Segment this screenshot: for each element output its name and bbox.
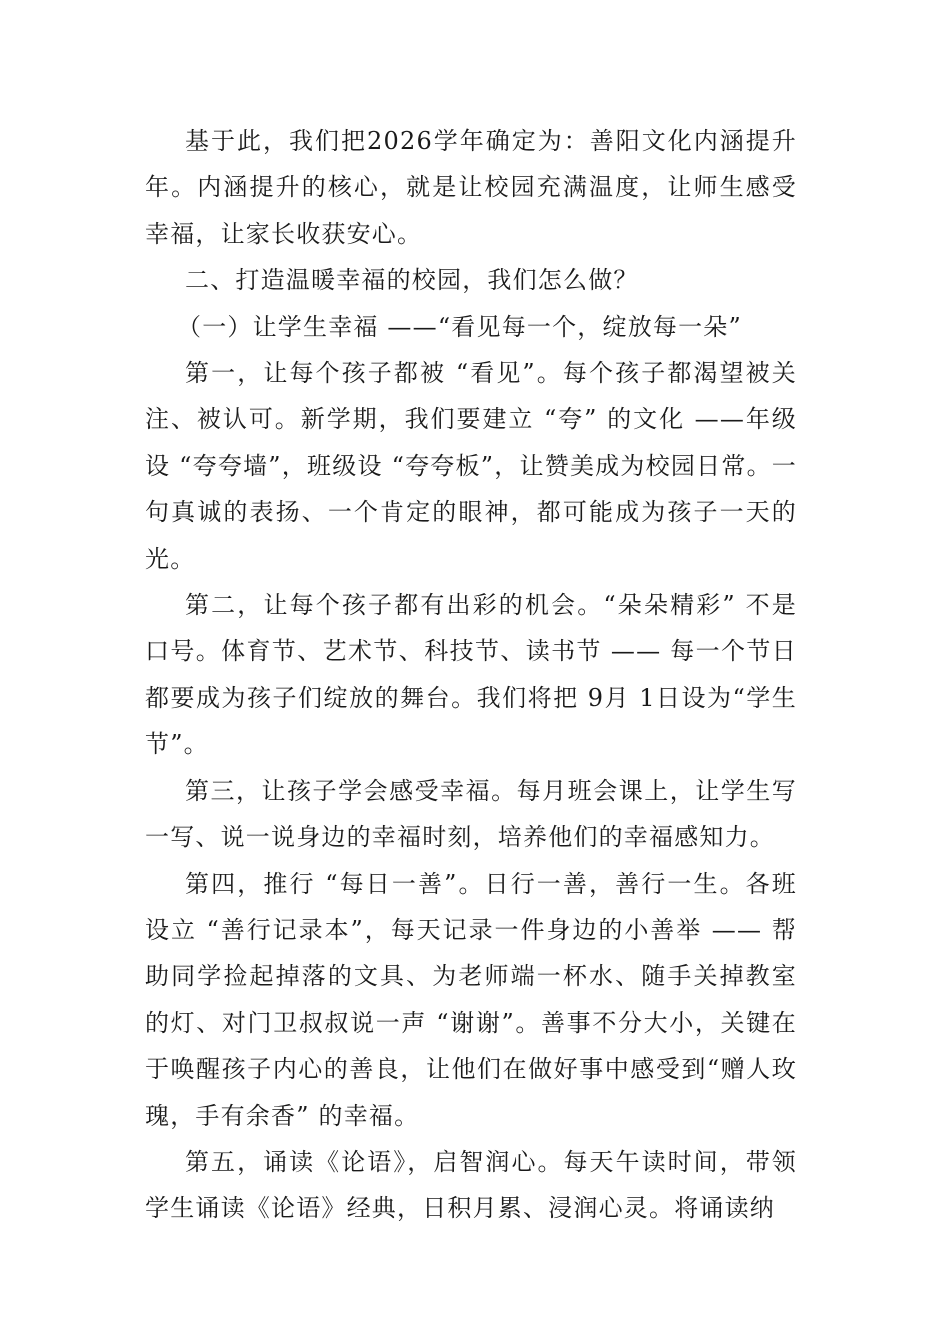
paragraph-first: 第一，让每个孩子都被 “看见”。每个孩子都渴望被关注、被认可。新学期，我们要建立 “夸” 的文化 ——年级设 “夸夸墙”，班级设 “夸夸板”，让赞美成为校园日常。一句真诚的表扬、一个肯定的眼神，都可能成为孩子一天的光。 [145,359,797,573]
paragraph-third: 第三，让孩子学会感受幸福。每月班会课上，让学生写一写、说一说身边的幸福时刻，培养他们的幸福感知力。 [145,776,797,852]
section-heading: 二、打造温暖幸福的校园，我们怎么做？ [185,266,639,295]
paragraph-intro: 基于此，我们把2026学年确定为：善阳文化内涵提升年。内涵提升的核心，就是让校园充满温度，让师生感受幸福，让家长收获安心。 [145,127,797,248]
subsection-heading: （一）让学生幸福 ——“看见每一个，绽放每一朵” [177,312,742,341]
paragraph-second: 第二，让每个孩子都有出彩的机会。“朵朵精彩” 不是口号。体育节、艺术节、科技节、读书节 —— 每一个节日都要成为孩子们绽放的舞台。我们将把 9月 1日设为“学生节”。 [145,591,797,759]
paragraph-fourth: 第四，推行 “每日一善”。日行一善，善行一生。各班设立 “善行记录本”，每天记录一件身边的小善举 —— 帮助同学捡起掉落的文具、为老师端一杯水、随手关掉教室的灯、对门卫叔叔说一声 “谢谢”。善事不分大小，关键在于唤醒孩子内心的善良，让他们在做好事中感受到“赠人玫瑰，手有余香” 的幸福。 [145,869,797,1130]
paragraph-fifth: 第五，诵读《论语》，启智润心。每天午读时间，带领学生诵读《论语》经典，日积月累、浸润心灵。将诵读纳 [145,1147,797,1223]
document-body [145,118,797,1232]
